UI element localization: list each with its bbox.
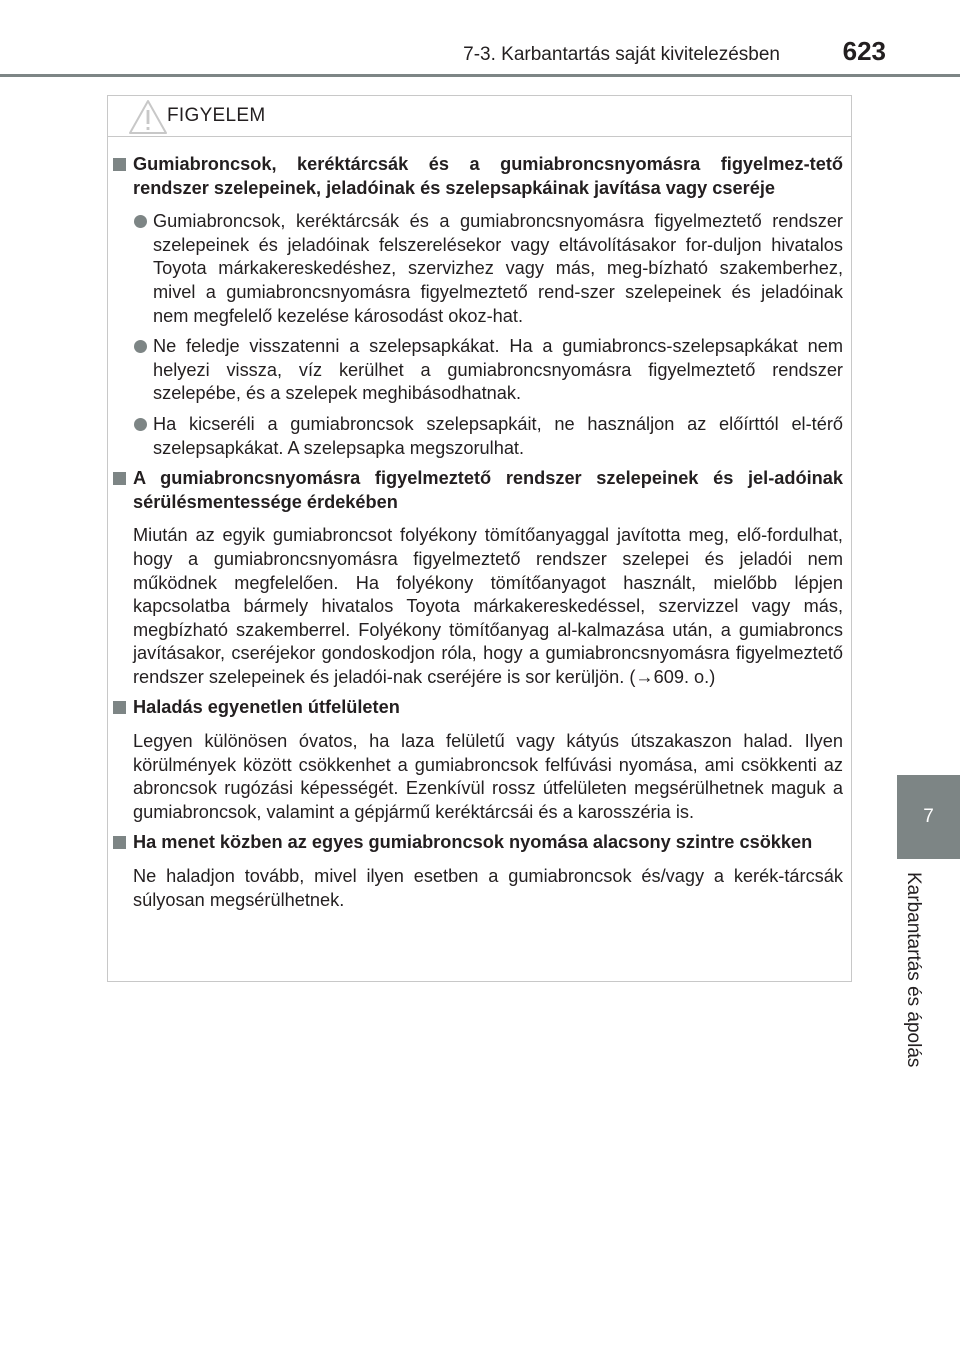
bullet-text: Gumiabroncsok, keréktárcsák és a gumiabroncsnyomásra figyelmeztető rendszer szelepeinek és jeladóinak felszerelésekor vagy eltávolításakor for-duljon hivatalos Toyota márkakereskedéshez, szervizhez vagy más, meg-bízható szakemberhez, mivel a gumiabroncsnyomásra figyelmeztető rend-szer szelepeinek és jeladóinak nem megfelelő kezelése károsodást okoz-hat. bbox=[153, 211, 843, 326]
bullet-item bbox=[113, 210, 843, 328]
section-heading-text: Ha menet közben az egyes gumiabroncsok nyomása alacsony szintre csökken bbox=[133, 832, 813, 853]
page-header bbox=[0, 0, 960, 80]
section-title: 7-3. Karbantartás saját kivitelezésben bbox=[463, 44, 780, 65]
square-bullet-icon bbox=[113, 158, 126, 171]
square-bullet-icon bbox=[113, 701, 126, 714]
round-bullet-icon bbox=[134, 340, 147, 353]
section-heading-text: Gumiabroncsok, keréktárcsák és a gumiabroncsnyomásra figyelmez-tető rendszer szelepeinek, jeladóinak és szelepsapkáinak javítása vagy cseréje bbox=[133, 154, 843, 198]
paragraph: Legyen különösen óvatos, ha laza felületű vagy kátyús útszakaszon halad. Ilyen körülmények között csökkenhet a gumiabroncsok felfúvási nyomása, ami csökkenti az abroncsok rugózási képességét. Ezenkívül rossz útfelületen megsérülhetnek maguk a gumiabroncsok, valamint a gépjármű keréktárcsái és a karosszéria is. bbox=[133, 731, 843, 822]
round-bullet-icon bbox=[134, 215, 147, 228]
warning-header bbox=[108, 96, 851, 137]
chapter-number: 7 bbox=[923, 806, 934, 827]
section-heading bbox=[113, 831, 843, 855]
chapter-tab[interactable] bbox=[897, 775, 960, 859]
bullet-text: Ne feledje visszatenni a szelepsapkákat. Ha a gumiabroncs-szelepsapkákat nem helyezi vissza, víz kerülhet a gumiabroncsnyomásra figyelmeztető rendszer szelepébe, és a szelepek meghibásodhatnak. bbox=[153, 336, 843, 404]
section-heading-text: A gumiabroncsnyomásra figyelmeztető rendszer szelepeinek és jel-adóinak sérülésmentessége érdekében bbox=[133, 468, 843, 512]
paragraph: Ne haladjon tovább, mivel ilyen esetben a gumiabroncsok és/vagy a kerék-tárcsák súlyosan megsérülhetnek. bbox=[133, 866, 843, 910]
square-bullet-icon bbox=[113, 836, 126, 849]
section-heading bbox=[113, 467, 843, 514]
chapter-title: Karbantartás és ápolás bbox=[903, 872, 924, 1068]
section-heading bbox=[113, 153, 843, 200]
warning-triangle-icon bbox=[128, 99, 168, 135]
page-number: 623 bbox=[842, 36, 886, 66]
bullet-item bbox=[113, 335, 843, 406]
section-heading bbox=[113, 696, 843, 720]
warning-label: FIGYELEM bbox=[167, 105, 266, 126]
bullet-text: Ha kicseréli a gumiabroncsok szelepsapkáit, ne használjon az előírttól el-térő szelepsapkákat. A szelepsapka megszorulhat. bbox=[153, 413, 843, 458]
warning-content bbox=[113, 153, 843, 919]
bullet-item bbox=[113, 413, 843, 460]
header-divider bbox=[0, 74, 960, 77]
section-heading-text: Haladás egyenetlen útfelületen bbox=[133, 697, 400, 718]
paragraph: Miután az egyik gumiabroncsot folyékony tömítőanyaggal javította meg, elő-fordulhat, hogy a gumiabroncsnyomásra figyelmeztető rendszer szelepei és jeladói nem működnek megfelelően. Ha folyékony tömítőanyagot használt, mielőbb lépjen kapcsolatba bármely hivatalos Toyota márkakereskedéssel, szervizzel vagy más, megbízható szakemberrel. Folyékony tömítőanyag al-kalmazása után, a gumiabroncs javításakor, cseréjekor gondoskodjon róla, hogy a gumiabroncsnyomásra figyelmeztető rendszer szelepeinek és jeladói-nak cseréjére is sor kerüljön. (→609. o.) bbox=[133, 525, 843, 687]
square-bullet-icon bbox=[113, 472, 126, 485]
round-bullet-icon bbox=[134, 418, 147, 431]
